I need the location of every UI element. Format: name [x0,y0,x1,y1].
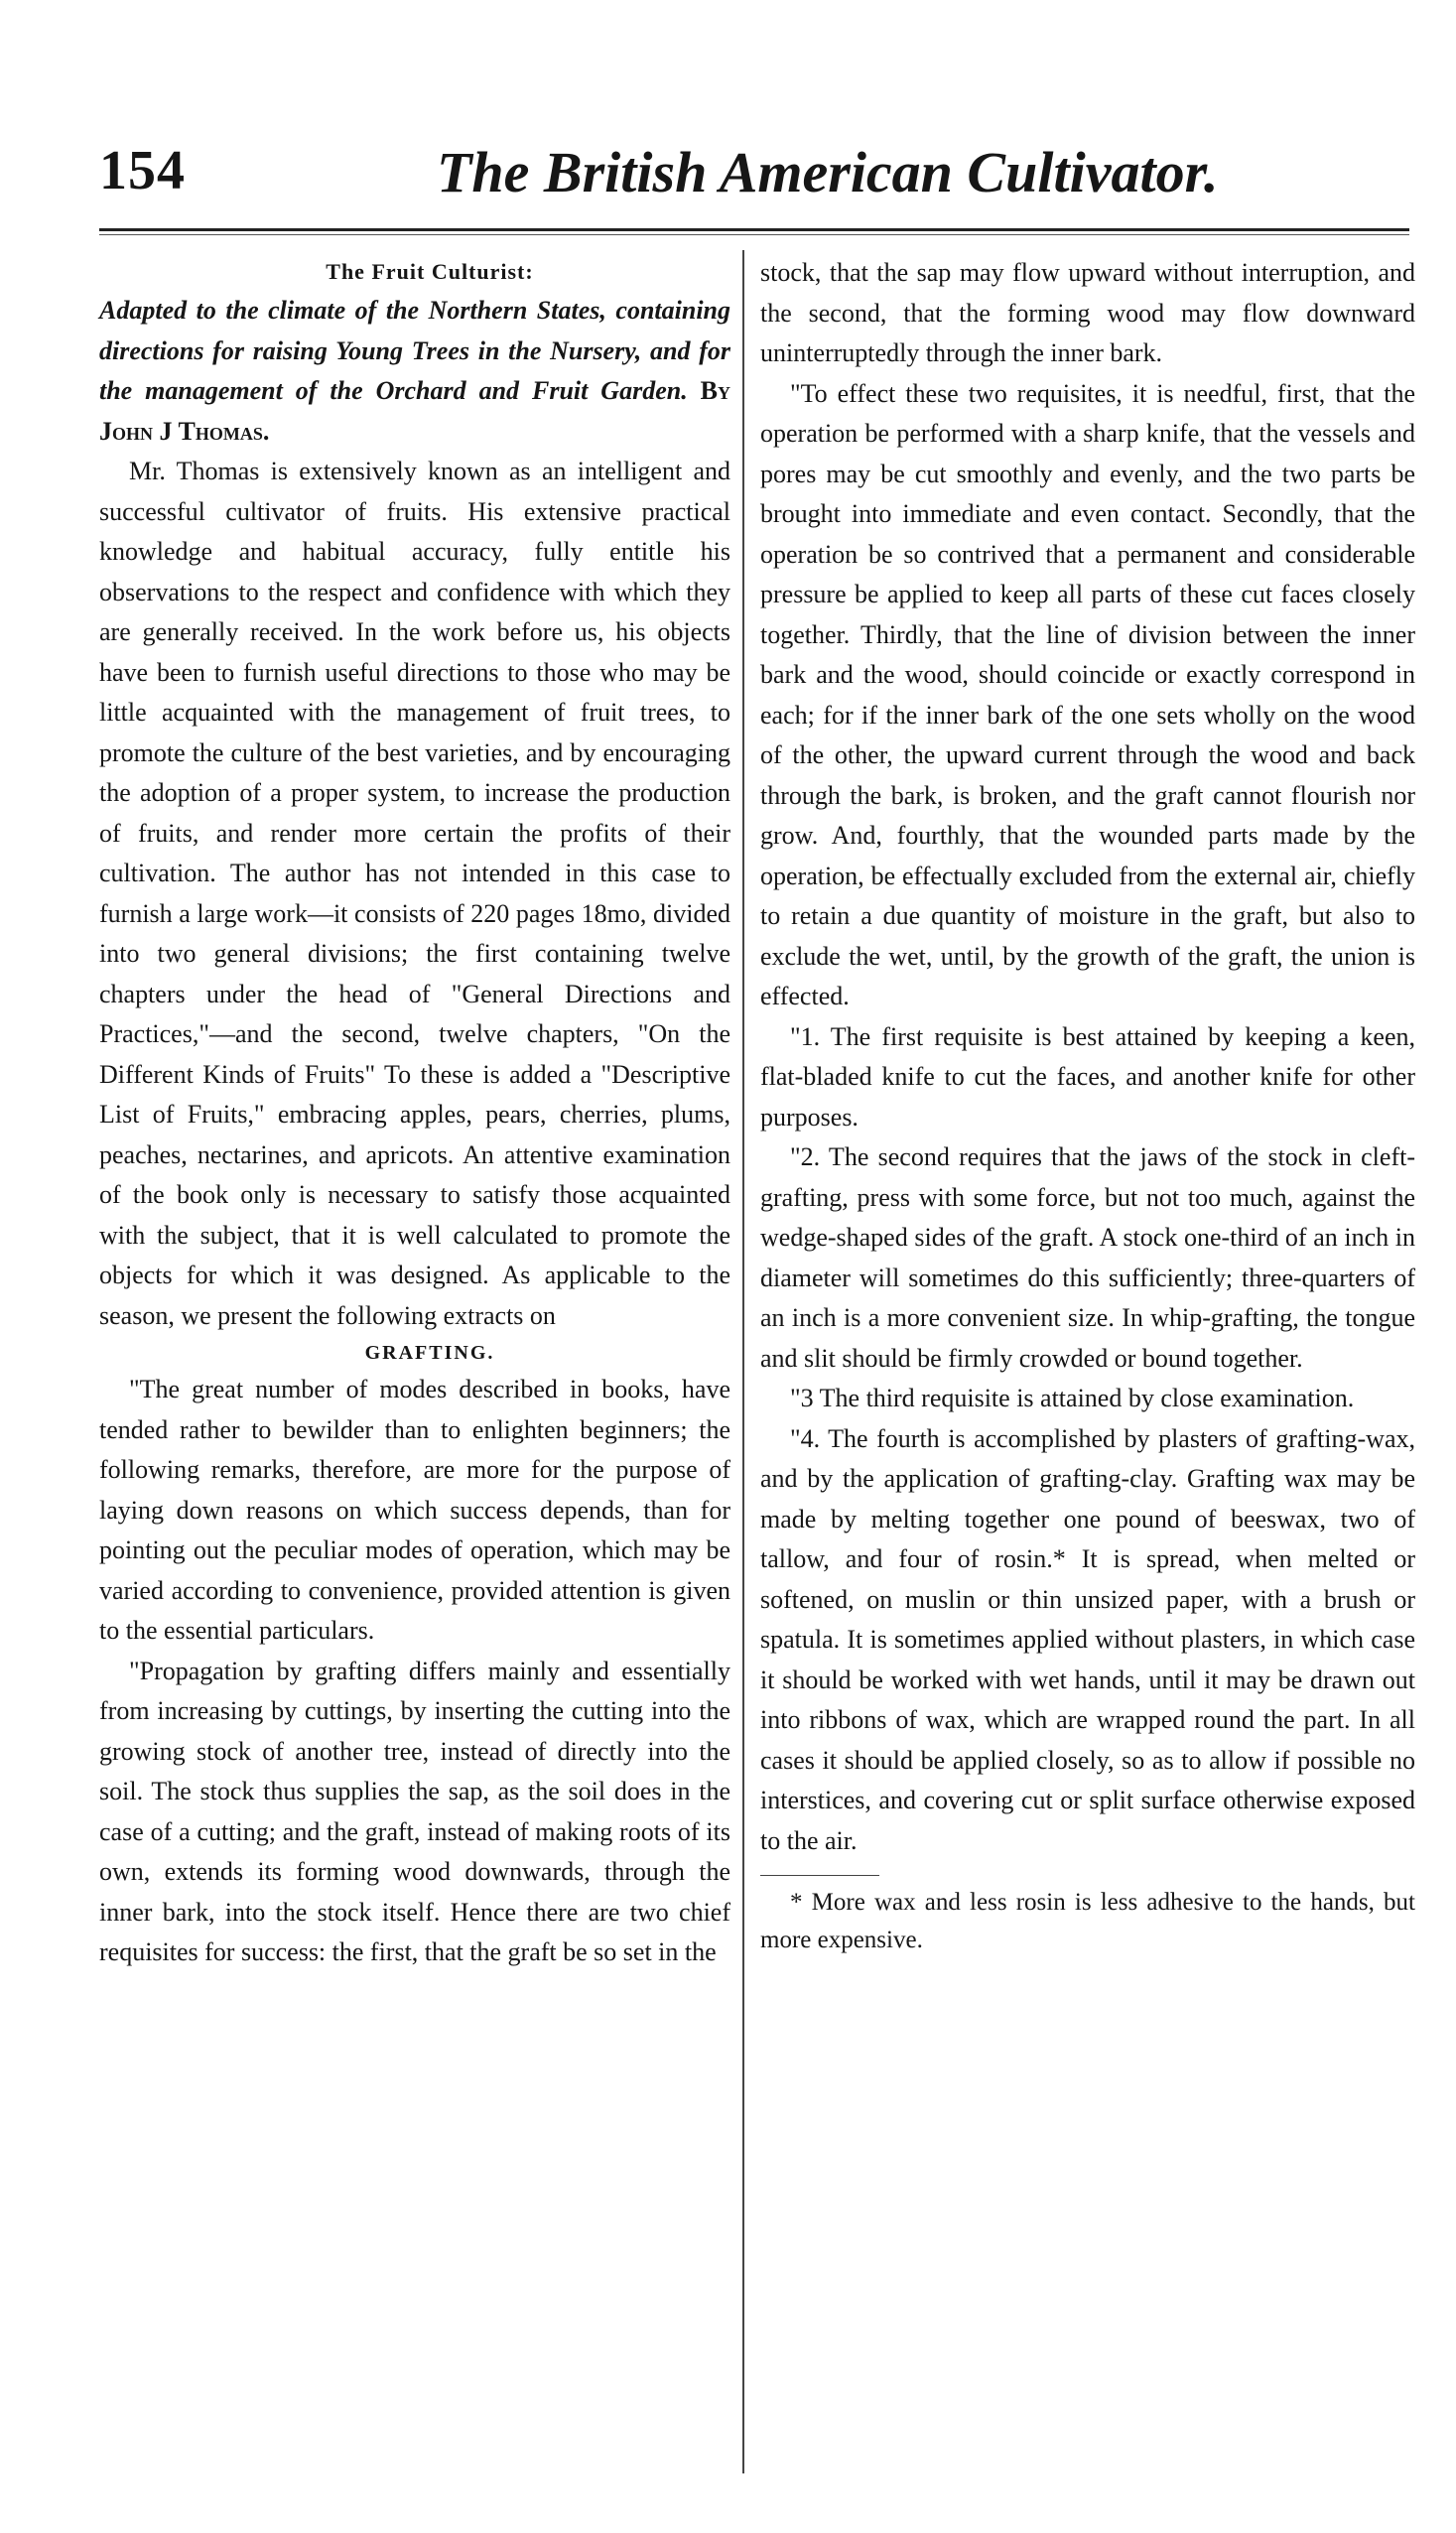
review-paragraph: Mr. Thomas is extensively known as an intelligent and successful cultivator of fruits. His extensive practical knowledge and habitual accuracy, fully entitle his observations to the respect and confidence with which they are generally received. In the work before us, his objects have been to furnish useful directions to those who may be little acquainted with the management of fruit trees, to promote the culture of the best varieties, and by encouraging the adoption of a proper system, to increase the production of fruits, and render more certain the profits of their cultivation. The author has not intended in this case to furnish a large work—it consists of 220 pages 18mo, divided into two general divisions; the first containing twelve chapters under the head of "General Directions and Practices,"—and the second, twelve chapters, "On the Different Kinds of Fruits" To these is added a "Descriptive List of Fruits," embracing apples, pears, cherries, plums, peaches, nectarines, and apricots. An attentive examination of the book only is necessary to satisfy those acquainted with the subject, that it is well calculated to promote the objects for which it was designed. As applicable to the season, we present the following extracts on [99,457,730,1330]
continued-paragraph: stock, that the sap may flow upward without interruption, and the second, that the forming wood may flow downward uninterruptedly through the inner bark. [760,258,1415,367]
extract-paragraph-1: "The great number of modes described in books, have tended rather to bewilder than to enlighten beginners; the following remarks, therefore, are more for the purpose of laying down reasons on which success depends, than for pointing out the peculiar modes of operation, which may be varied according to convenience, provided attention is given to the essential particulars. [99,1375,730,1645]
book-author: By John J Thomas. [99,376,731,446]
footnote-rule [760,1875,879,1876]
right-column [760,253,1415,1959]
running-title: The British American Cultivator. [437,140,1219,204]
review-heading: The Fruit Culturist: [326,259,534,284]
requisite-2-paragraph: "2. The second requires that the jaws of the stock in cleft-grafting, press with some force, but not too much, against the wedge-shaped sides of the graft. A stock one-third of an inch in diameter will sometimes do this sufficiently; three-quarters of an inch is a more convenient size. In whip-grafting, the tongue and slit should be firmly crowded or bound together. [760,1142,1415,1373]
extract-paragraph-2: "Propagation by grafting differs mainly and essentially from increasing by cuttings, by inserting the cutting into the growing stock of another tree, instead of directly into the soil. The stock thus supplies the sap, as the soil does in the case of a cutting; and the graft, instead of making roots of its own, extends its forming wood downwards, through the inner bark, into the stock itself. Hence there are two chief requisites for success: the first, that the graft be so set in the [99,1656,730,1966]
header-rule-thin [99,234,1409,235]
header-rule [99,228,1409,231]
page-number: 154 [99,140,186,201]
left-column [99,253,730,1973]
requisite-1-paragraph: "1. The first requisite is best attained by keeping a keen, flat-bladed knife to cut the faces, and another knife for other purposes. [760,1021,1415,1132]
requisite-3-paragraph: "3 The third requisite is attained by close examination. [790,1384,1355,1412]
column-divider [742,250,744,2473]
requisite-4-paragraph: "4. The fourth is accomplished by plasters of grafting-wax, and by the application of grafting-clay. Grafting wax may be made by melting together one pound of beeswax, two of tallow, and four of rosin.* It is spread, when melted or softened, on muslin or thin unsized paper, with a brush or spatula. It is sometimes applied without plasters, in which case it should be worked with wet hands, until it may be drawn out into ribbons of wax, which are wrapped round the part. In all cases it should be applied closely, so as to allow if possible no interstices, and covering cut or split surface otherwise exposed to the air. [760,1423,1415,1855]
book-citation [99,291,730,452]
book-title: Adapted to the climate of the Northern States, containing directions for raising Young Trees in the Nursery, and for the management of the Orchard and Fruit Garden. [99,296,730,405]
section-heading-grafting: GRAFTING. [364,1342,495,1364]
requisites-paragraph: "To effect these two requisites, it is needful, first, that the operation be performed with a sharp knife, that the vessels and pores may be cut smoothly and evenly, and the two parts be brought into immediate and even contact. Secondly, that the operation be so contrived that a permanent and considerable pressure be applied to keep all parts of these cut faces closely together. Thirdly, that the line of division between the inner bark and the wood, should coincide or exactly correspond in each; for if the inner bark of the one sets wholly on the wood of the other, the upward current through the wood and back through the bark, is broken, and the graft cannot flourish nor grow. And, fourthly, that the wounded parts made by the operation, be effectually excluded from the external air, chiefly to retain a due quantity of moisture in the graft, but also to exclude the wet, until, by the growth of the graft, the union is effected. [760,378,1415,1010]
footnote: * More wax and less rosin is less adhesive to the hands, but more expensive. [760,1889,1415,1953]
page-header [99,139,1409,228]
